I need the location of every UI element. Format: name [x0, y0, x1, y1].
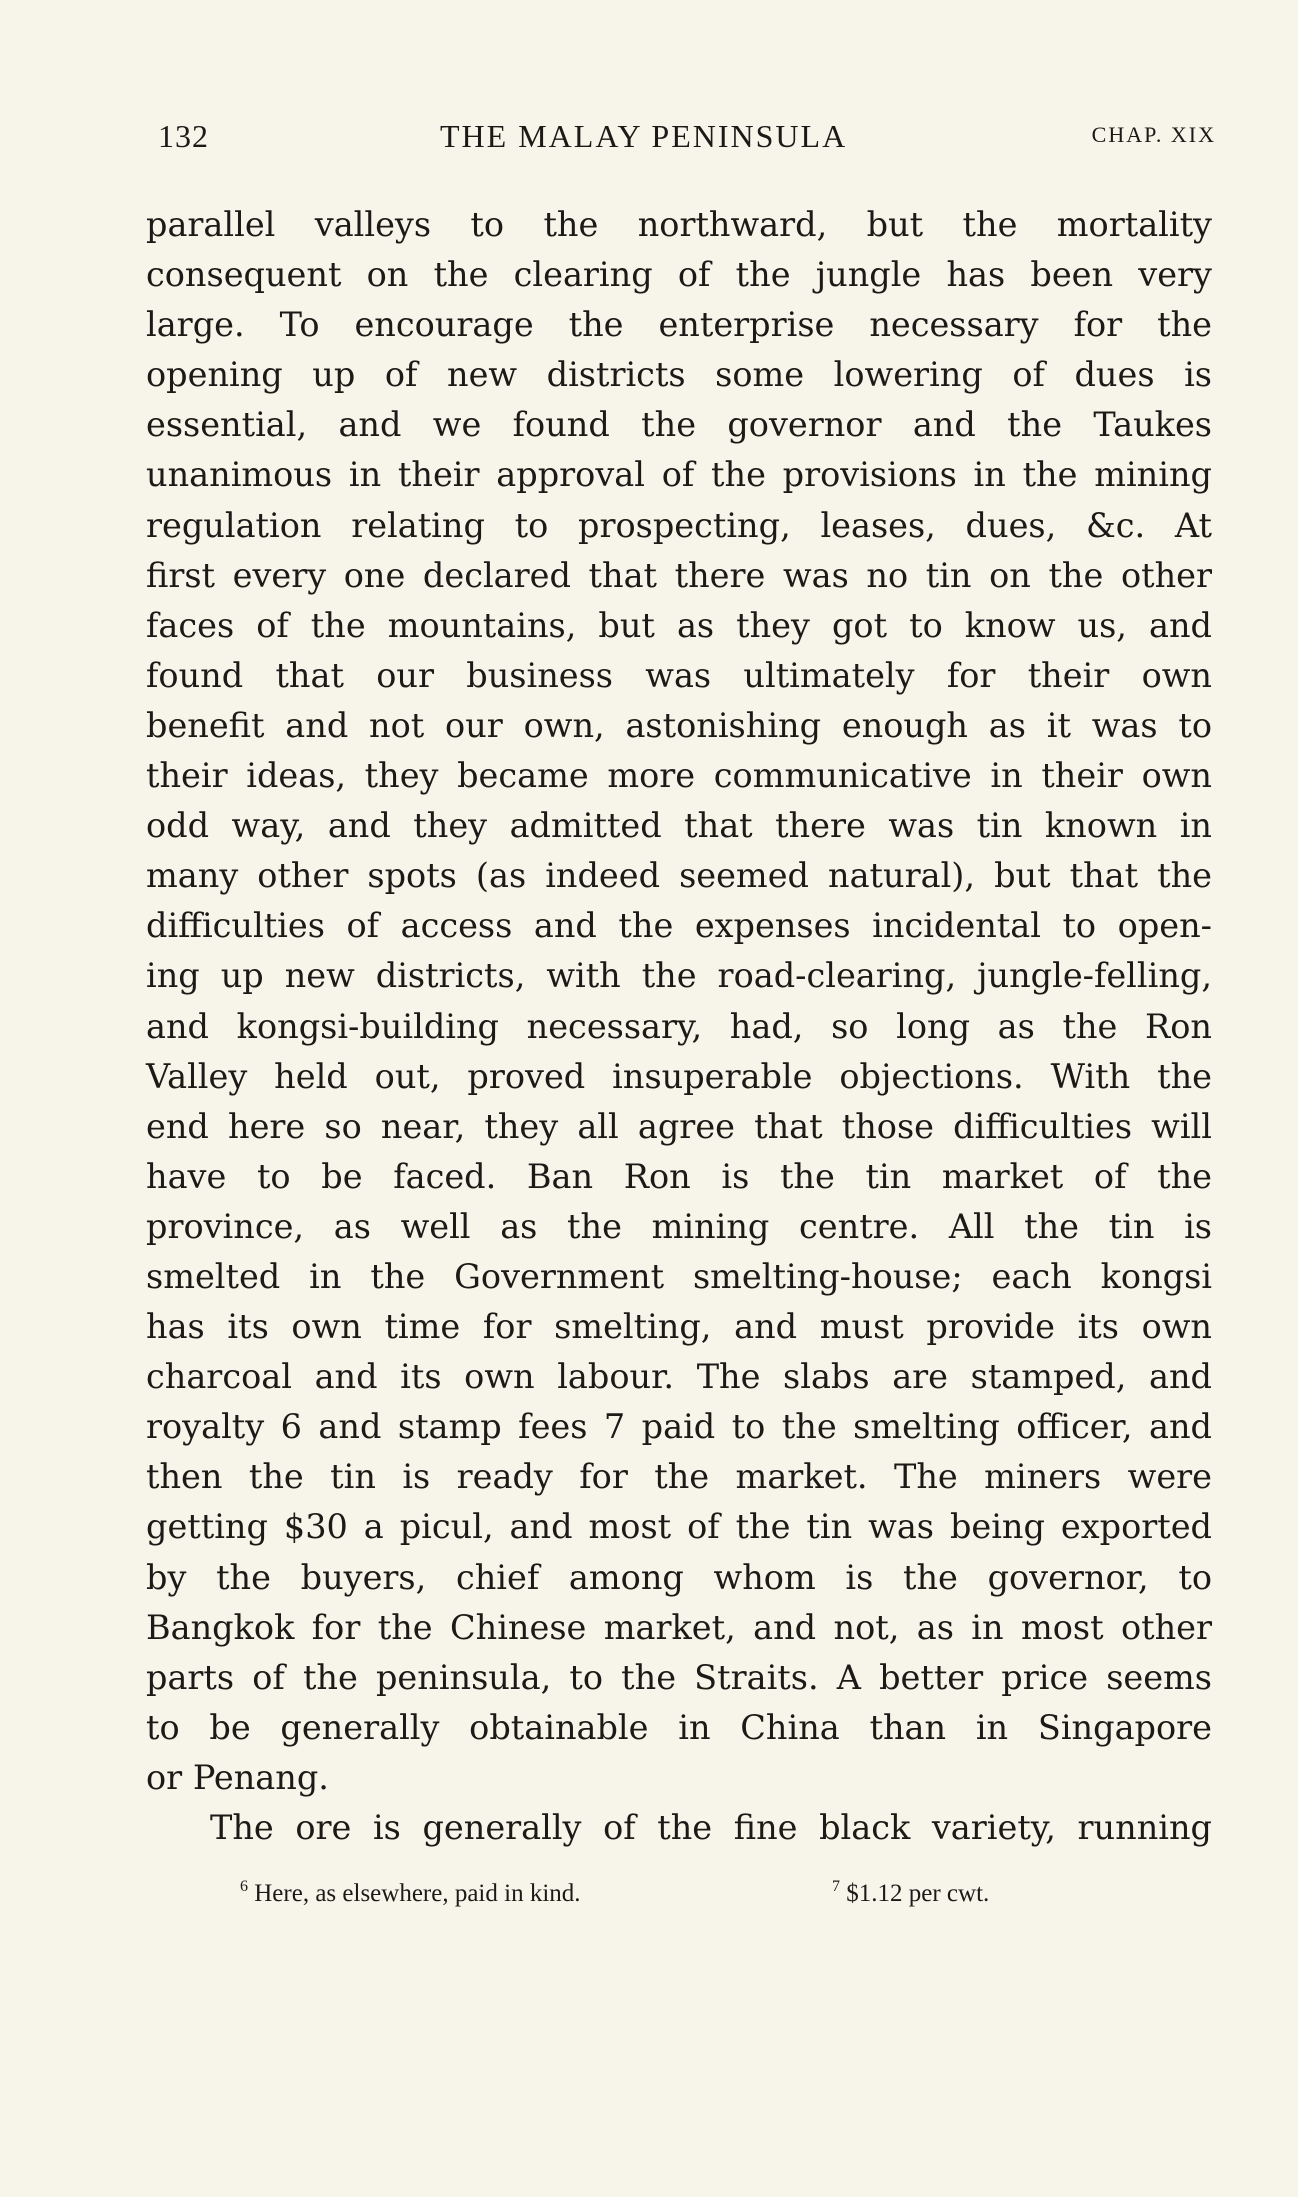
- text-line: then the tin is ready for the market. The miners were: [146, 1457, 1212, 1497]
- text-line: The ore is generally of the fine black variety, running: [210, 1808, 1212, 1847]
- text-line: found that our business was ultimately for their own: [146, 655, 1212, 695]
- body-text: [146, 200, 1212, 1853]
- text-line: royalty 6 and stamp fees 7 paid to the smelting officer, and: [146, 1407, 1212, 1447]
- text-line: to be generally obtainable in China than in Singapore: [146, 1707, 1212, 1747]
- text-line: charcoal and its own labour. The slabs are stamped, and: [146, 1357, 1212, 1397]
- text-line: has its own time for smelting, and must provide its own: [146, 1307, 1212, 1347]
- chapter-label: CHAP. XIX: [1091, 122, 1216, 147]
- text-line: getting $30 a picul, and most of the tin was being exported: [146, 1507, 1212, 1547]
- text-line: ing up new districts, with the road-clearing, jungle-felling,: [146, 956, 1212, 996]
- text-line: opening up of new districts some lowering of dues is: [146, 355, 1212, 395]
- text-line: essential, and we found the governor and the Taukes: [146, 405, 1212, 445]
- footnote-marker: 6: [240, 1878, 248, 1895]
- footnote-text: Here, as elsewhere, paid in kind.: [254, 1880, 581, 1907]
- text-line: odd way, and they admitted that there was tin known in: [146, 806, 1212, 846]
- text-line: have to be faced. Ban Ron is the tin market of the: [146, 1156, 1212, 1196]
- footnote-text: $1.12 per cwt.: [846, 1880, 990, 1907]
- text-line: parallel valleys to the northward, but the mortality: [146, 205, 1212, 244]
- text-line: and kongsi-building necessary, had, so long as the Ron: [146, 1006, 1212, 1046]
- text-line: smelted in the Government smelting-house; each kongsi: [146, 1256, 1212, 1296]
- text-line: consequent on the clearing of the jungle has been very: [146, 255, 1212, 295]
- text-line: many other spots (as indeed seemed natural), but that the: [146, 856, 1212, 896]
- text-line: benefit and not our own, astonishing enough as it was to: [146, 705, 1212, 745]
- page-number: 132: [158, 118, 209, 154]
- text-line: Valley held out, proved insuperable objections. With the: [146, 1056, 1212, 1096]
- footnotes: [240, 1880, 1140, 1920]
- text-line: Bangkok for the Chinese market, and not, as in most other: [146, 1607, 1212, 1647]
- text-line: by the buyers, chief among whom is the governor, to: [146, 1557, 1212, 1597]
- text-line: or Penang.: [146, 1757, 329, 1797]
- running-head: [158, 118, 1216, 158]
- footnote-7: [832, 1880, 989, 1908]
- text-line: parts of the peninsula, to the Straits. A better price seems: [146, 1657, 1212, 1697]
- text-line: end here so near, they all agree that those difficulties will: [146, 1106, 1212, 1146]
- text-line: faces of the mountains, but as they got to know us, and: [146, 605, 1212, 645]
- text-line: unanimous in their approval of the provisions in the mining: [146, 455, 1212, 495]
- text-line: regulation relating to prospecting, leases, dues, &c. At: [146, 505, 1212, 545]
- book-title: THE MALAY PENINSULA: [440, 118, 848, 154]
- text-line: their ideas, they became more communicative in their own: [146, 756, 1212, 796]
- footnote-6: [240, 1880, 581, 1908]
- text-line: province, as well as the mining centre. All the tin is: [146, 1206, 1212, 1246]
- footnote-marker: 7: [832, 1878, 840, 1895]
- text-line: difficulties of access and the expenses incidental to open-: [146, 906, 1212, 946]
- text-line: large. To encourage the enterprise necessary for the: [146, 305, 1212, 345]
- text-line: first every one declared that there was no tin on the other: [146, 555, 1212, 595]
